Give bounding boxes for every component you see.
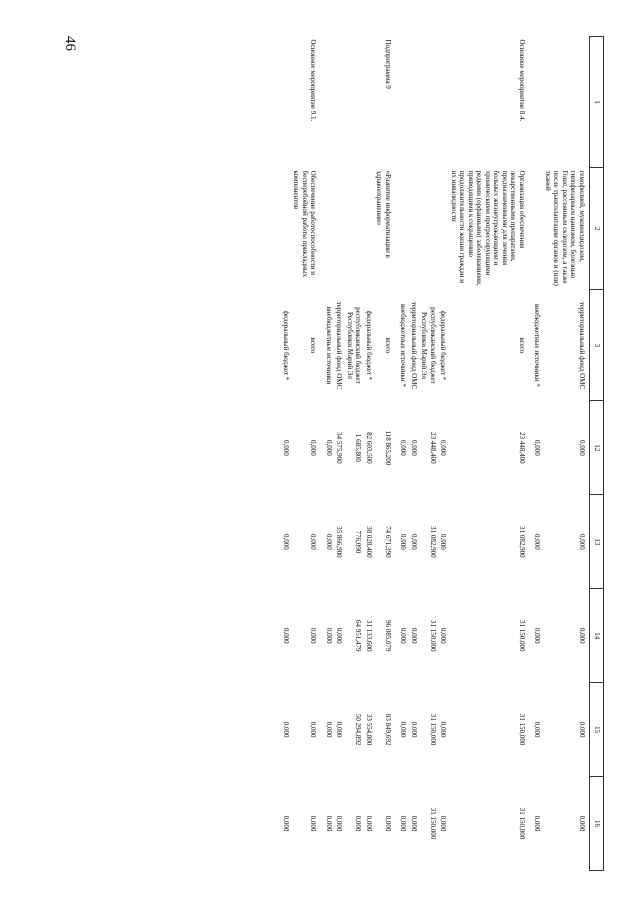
column-header: 2 xyxy=(590,168,604,290)
amount-cell: 31 082,900 xyxy=(429,526,437,558)
table-row xyxy=(449,37,533,871)
funding-source-cell: внебюджетные источники * xyxy=(533,303,542,387)
table-row xyxy=(543,37,590,871)
column-header: 12 xyxy=(590,401,604,495)
program-code-cell xyxy=(543,37,590,168)
program-name-cell xyxy=(334,168,345,290)
program-code-cell xyxy=(398,37,409,168)
amount-cell: 31 150,000 xyxy=(429,619,437,652)
amount-cell: 0,000 xyxy=(335,815,344,832)
program-code-cell xyxy=(419,37,438,168)
column-header: 1 xyxy=(590,37,604,168)
amount-cell: 38 028,400 xyxy=(365,526,373,558)
program-code-cell: Основное мероприятие 9.1. xyxy=(309,39,318,122)
program-name-cell: гемофилией, муковисцидозом, гипофизарным нанизмом, болезнью Гоше, рассеянным склерозом, а также после трансплантации органов и (или) тканей xyxy=(544,170,586,286)
program-name-cell xyxy=(345,168,364,290)
amount-cell: 0,000 xyxy=(282,440,290,456)
program-code-cell xyxy=(334,37,345,168)
funding-source-cell: федеральный бюджет * xyxy=(282,310,290,381)
amount-cell: 0,000 xyxy=(399,533,408,550)
amount-cell: 0,000 xyxy=(282,627,290,644)
program-name-cell: Обеспечение работоспособности и бесперебойной работы прикладных компонентов xyxy=(292,170,318,278)
amount-cell: 0,000 xyxy=(325,815,333,832)
amount-cell: 0,000 xyxy=(309,815,318,832)
program-name-cell: Организация обеспечения лекарственными препаратами, предназначенными для лечения больных жизнеугрожающими и хроническими прогрессирующими редкими (орфанными) заболеваниями, приводящими к сокращению продолжительности жизни граждан и их инвалидности xyxy=(450,170,526,286)
amount-cell: 0,000 xyxy=(410,627,418,644)
amount-cell: 0,000 xyxy=(410,533,418,550)
program-name-cell xyxy=(364,168,375,290)
amount-cell: 0,000 xyxy=(335,627,344,644)
table-row xyxy=(409,37,420,871)
funding-source-cell: всего xyxy=(384,337,392,354)
table-row xyxy=(532,37,543,871)
program-name-cell xyxy=(438,168,449,290)
amount-cell: 0,000 xyxy=(578,721,586,738)
program-code-cell xyxy=(364,37,375,168)
program-name-cell: «Развитие информатизации в здравоохранении» xyxy=(375,170,392,258)
column-header: 3 xyxy=(590,290,604,401)
amount-cell: 35 866,900 xyxy=(335,526,344,558)
amount-cell: 23 448,400 xyxy=(518,432,526,464)
amount-cell: 0,000 xyxy=(384,815,392,832)
amount-cell: 0,000 xyxy=(325,533,333,550)
amount-cell: 0,000 xyxy=(399,627,408,644)
program-code-cell xyxy=(345,37,364,168)
program-code-cell: Основное мероприятие 8.4. xyxy=(518,39,526,122)
program-code-cell xyxy=(409,37,420,168)
amount-cell: 776,090 xyxy=(354,530,363,554)
program-code-cell xyxy=(438,37,449,168)
amount-cell: 0,000 xyxy=(439,721,448,738)
program-code-cell xyxy=(281,37,292,168)
amount-cell: 83 849,692 xyxy=(384,713,392,746)
amount-cell: 33 554,800 xyxy=(365,713,373,746)
amount-cell: 0,000 xyxy=(533,627,542,644)
amount-cell: 0,000 xyxy=(365,815,373,832)
amount-cell: 0,000 xyxy=(282,533,290,550)
amount-cell: 0,000 xyxy=(410,815,418,832)
amount-cell: 0,000 xyxy=(578,533,586,550)
program-name-cell xyxy=(409,168,420,290)
amount-cell: 0,000 xyxy=(439,815,448,832)
table-row xyxy=(345,37,364,871)
amount-cell: 31 082,900 xyxy=(518,526,526,558)
funding-source-cell: республиканский бюджет Республики Марий Эл xyxy=(420,307,437,384)
amount-cell: 0,000 xyxy=(533,721,542,738)
amount-cell: 74 671,390 xyxy=(384,526,392,558)
amount-cell: 0,000 xyxy=(325,440,333,456)
amount-cell: 0,000 xyxy=(533,440,542,456)
funding-source-cell: внебюджетные источники xyxy=(325,306,333,385)
funding-source-cell: всего xyxy=(518,337,526,354)
amount-cell: 0,000 xyxy=(399,815,408,832)
program-code-cell xyxy=(324,37,335,168)
page-number: 46 xyxy=(62,36,78,51)
funding-source-cell: территориальный фонд ОМС xyxy=(578,301,586,390)
amount-cell: 82 603,500 xyxy=(365,432,373,464)
amount-cell: 0,000 xyxy=(578,815,586,832)
funding-source-cell: республиканский бюджет Республики Марий Эл xyxy=(346,307,363,384)
table-row xyxy=(281,37,292,871)
table-row xyxy=(334,37,345,871)
amount-cell: 1 685,800 xyxy=(354,433,363,462)
program-code-cell xyxy=(532,37,543,168)
amount-cell: 0,000 xyxy=(533,815,542,832)
program-name-cell xyxy=(281,168,292,290)
program-code-cell: Подпрограмма 9 xyxy=(384,39,392,89)
amount-cell: 31 150,000 xyxy=(518,619,526,652)
amount-cell: 0,000 xyxy=(282,721,290,738)
amount-cell: 0,000 xyxy=(399,721,408,738)
amount-cell: 0,000 xyxy=(309,721,318,738)
amount-cell: 96 085,079 xyxy=(384,619,392,652)
amount-cell: 0,000 xyxy=(325,721,333,738)
table-row xyxy=(291,37,324,871)
funding-source-cell: федеральный бюджет * xyxy=(365,310,373,381)
program-name-cell xyxy=(398,168,409,290)
table-row xyxy=(438,37,449,871)
program-name-cell xyxy=(532,168,543,290)
amount-cell: 0,000 xyxy=(578,627,586,644)
budget-table xyxy=(281,36,605,871)
amount-cell: 0,000 xyxy=(282,815,290,832)
amount-cell: 31 150,000 xyxy=(429,713,437,746)
column-header: 13 xyxy=(590,495,604,589)
amount-cell: 0,000 xyxy=(439,533,448,550)
amount-cell: 0,000 xyxy=(439,440,448,456)
amount-cell: 50 294,892 xyxy=(354,713,363,746)
column-header: 14 xyxy=(590,589,604,683)
amount-cell: 0,000 xyxy=(309,533,318,550)
funding-source-cell: всего xyxy=(309,337,318,354)
amount-cell: 0,000 xyxy=(578,440,586,456)
amount-cell: 31 150,000 xyxy=(518,807,526,840)
amount-cell: 118 865,200 xyxy=(384,430,392,466)
table-row xyxy=(364,37,375,871)
funding-source-cell: территориальный фонд ОМС xyxy=(410,301,418,390)
amount-cell: 0,000 xyxy=(309,440,318,456)
amount-cell: 0,000 xyxy=(309,627,318,644)
funding-source-cell: внебюджетные источники * xyxy=(399,303,408,387)
column-header: 16 xyxy=(590,777,604,871)
amount-cell: 31 133,600 xyxy=(365,619,373,652)
amount-cell: 23 448,400 xyxy=(429,432,437,464)
amount-cell: 0,000 xyxy=(410,721,418,738)
funding-source-cell: федеральный бюджет * xyxy=(439,310,448,381)
rotated-table-container xyxy=(110,36,604,871)
table-row xyxy=(374,37,398,871)
column-header: 15 xyxy=(590,683,604,777)
funding-source-cell: территориальный фонд ОМС xyxy=(335,301,344,390)
amount-cell: 64 951,479 xyxy=(354,619,363,652)
program-name-cell xyxy=(419,168,438,290)
table-row xyxy=(398,37,409,871)
amount-cell: 0,000 xyxy=(335,721,344,738)
amount-cell: 31 150,000 xyxy=(518,713,526,746)
amount-cell: 31 150,000 xyxy=(429,807,437,840)
amount-cell: 0,000 xyxy=(410,440,418,456)
program-name-cell xyxy=(324,168,335,290)
table-row xyxy=(419,37,438,871)
amount-cell: 34 575,900 xyxy=(335,432,344,464)
amount-cell: 0,000 xyxy=(354,815,363,832)
table-body xyxy=(281,37,590,871)
table-header-row xyxy=(590,37,604,871)
amount-cell: 0,000 xyxy=(439,627,448,644)
amount-cell: 0,000 xyxy=(533,533,542,550)
table-row xyxy=(324,37,335,871)
amount-cell: 0,000 xyxy=(399,440,408,456)
amount-cell: 0,000 xyxy=(325,627,333,644)
